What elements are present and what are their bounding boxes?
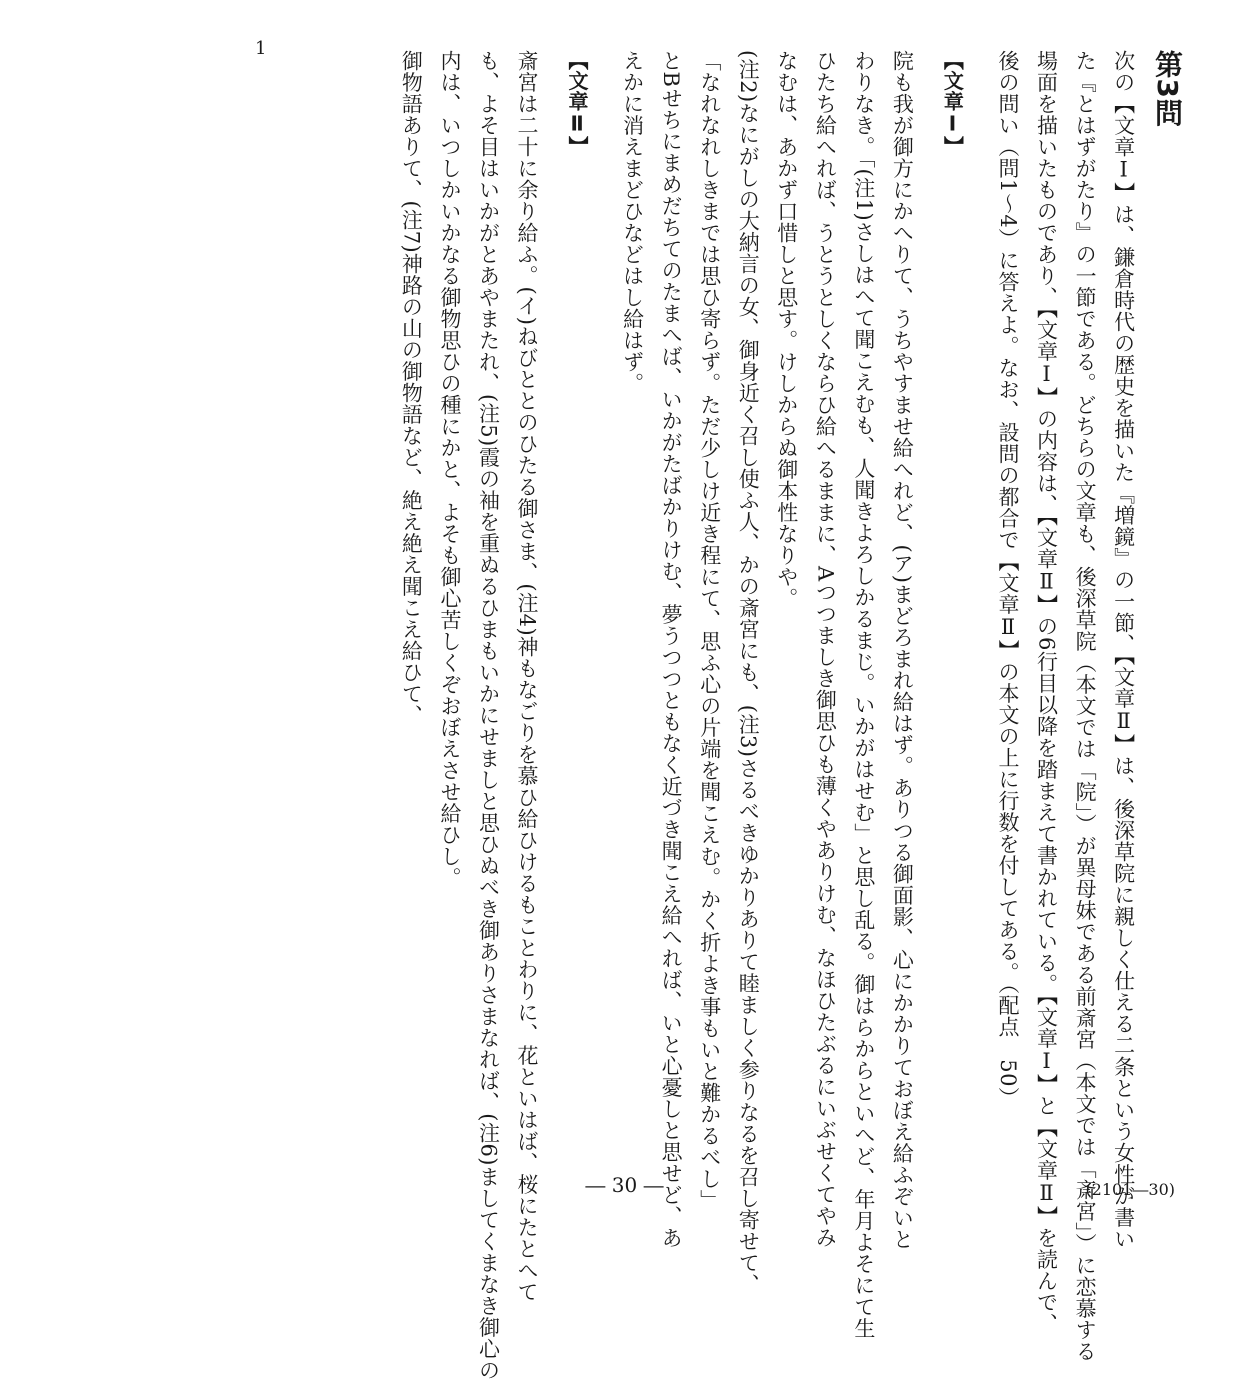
intro-line-2: た『とはずがたり』の一節である。どちらの文章も、後深草院（本文では「院」）が異母妹である前斎宮（本文では「斎宮」）に恋慕する	[1073, 50, 1098, 1362]
text1-line-2: わりなき。「(注1)さしはへて聞こえむも、人聞きよろしかるまじ。いかがはせむ」と思し乱る。御はらからといへど、年月よそにて生	[851, 50, 876, 1340]
text1-label: 【文章Ⅰ】	[940, 50, 965, 157]
exam-code: (2101―30)	[1085, 1180, 1175, 1199]
text1-line-1: 院も我が御方にかへりて、うちやすませ給へれど、(ア)まどろまれ給はず。ありつる御面影、心にかかりておぼえ給ふぞいと	[890, 50, 915, 1250]
text1-line-4: なむは、あかず口惜しと思す。けしからぬ御本性なりや。	[774, 50, 799, 609]
question-heading: 第3問	[1151, 50, 1184, 127]
text1-line-6: 「なれなれしきまでは思ひ寄らず。ただ少しけ近き程にて、思ふ心の片端を聞こえむ。かく折よき事もいと難かるべし」	[697, 50, 722, 1211]
line-number-marker: 1	[255, 38, 267, 59]
text2-line-1: 斎宮は二十に余り給ふ。(イ)ねびととのひたる御さま、(注4)神もなごりを慕ひ給ひけるもことわりに、花といはば、桜にたとへて	[515, 50, 540, 1303]
page-number: ― 30 ―	[585, 1173, 664, 1197]
text1-line-3: ひたち給へれば、うとうとしくならひ給へるままに、Aつつましき御思ひも薄くやありけむ、なほひたぶるにいぶせくてやみ	[813, 50, 838, 1249]
text2-label: 【文章Ⅱ】	[565, 50, 590, 157]
text1-line-8: えかに消えまどひなどはし給はず。	[620, 50, 645, 394]
text1-line-7: とBせちにまめだちてのたまへば、いかがたばかりけむ、夢うつつともなく近づき聞こえ給へれば、いと心憂しと思せど、あ	[659, 50, 684, 1249]
text2-line-4: 御物語ありて、(注7)神路の山の御物語など、絶え絶え聞こえ給ひて、	[399, 50, 424, 727]
text1-line-5: (注2)なにがしの大納言の女、御身近く召し使ふ人、かの斎宮にも、(注3)さるべきゆかりありて睦ましく参りなるを召し寄せて、	[736, 50, 761, 1295]
text2-line-3: 内は、いつしかいかなる御物思ひの種にかと、よそも御心苦しくぞおぼえさせ給ひし。	[437, 50, 462, 889]
intro-line-3: 場面を描いたものであり、【文章Ⅰ】の内容は、【文章Ⅱ】の6行目以降を踏まえて書かれている。【文章Ⅰ】と【文章Ⅱ】を読んで、	[1034, 50, 1059, 1335]
intro-line-4: 後の問い（問1〜4）に答えよ。なお、設問の都合で【文章Ⅱ】の本文の上に行数を付してある。（配点 50）	[995, 50, 1020, 1109]
text2-line-2: も、よそ目はいかがとあやまたれ、(注5)霞の袖を重ぬるひまもいかにせましと思ひぬべき御ありさまなれば、(注6)ましてくまなき御心の	[476, 50, 501, 1381]
intro-line-1: 次の【文章Ⅰ】は、鎌倉時代の歴史を描いた『増鏡』の一節、【文章Ⅱ】は、後深草院に親しく仕える二条という女性が書い	[1111, 50, 1136, 1250]
